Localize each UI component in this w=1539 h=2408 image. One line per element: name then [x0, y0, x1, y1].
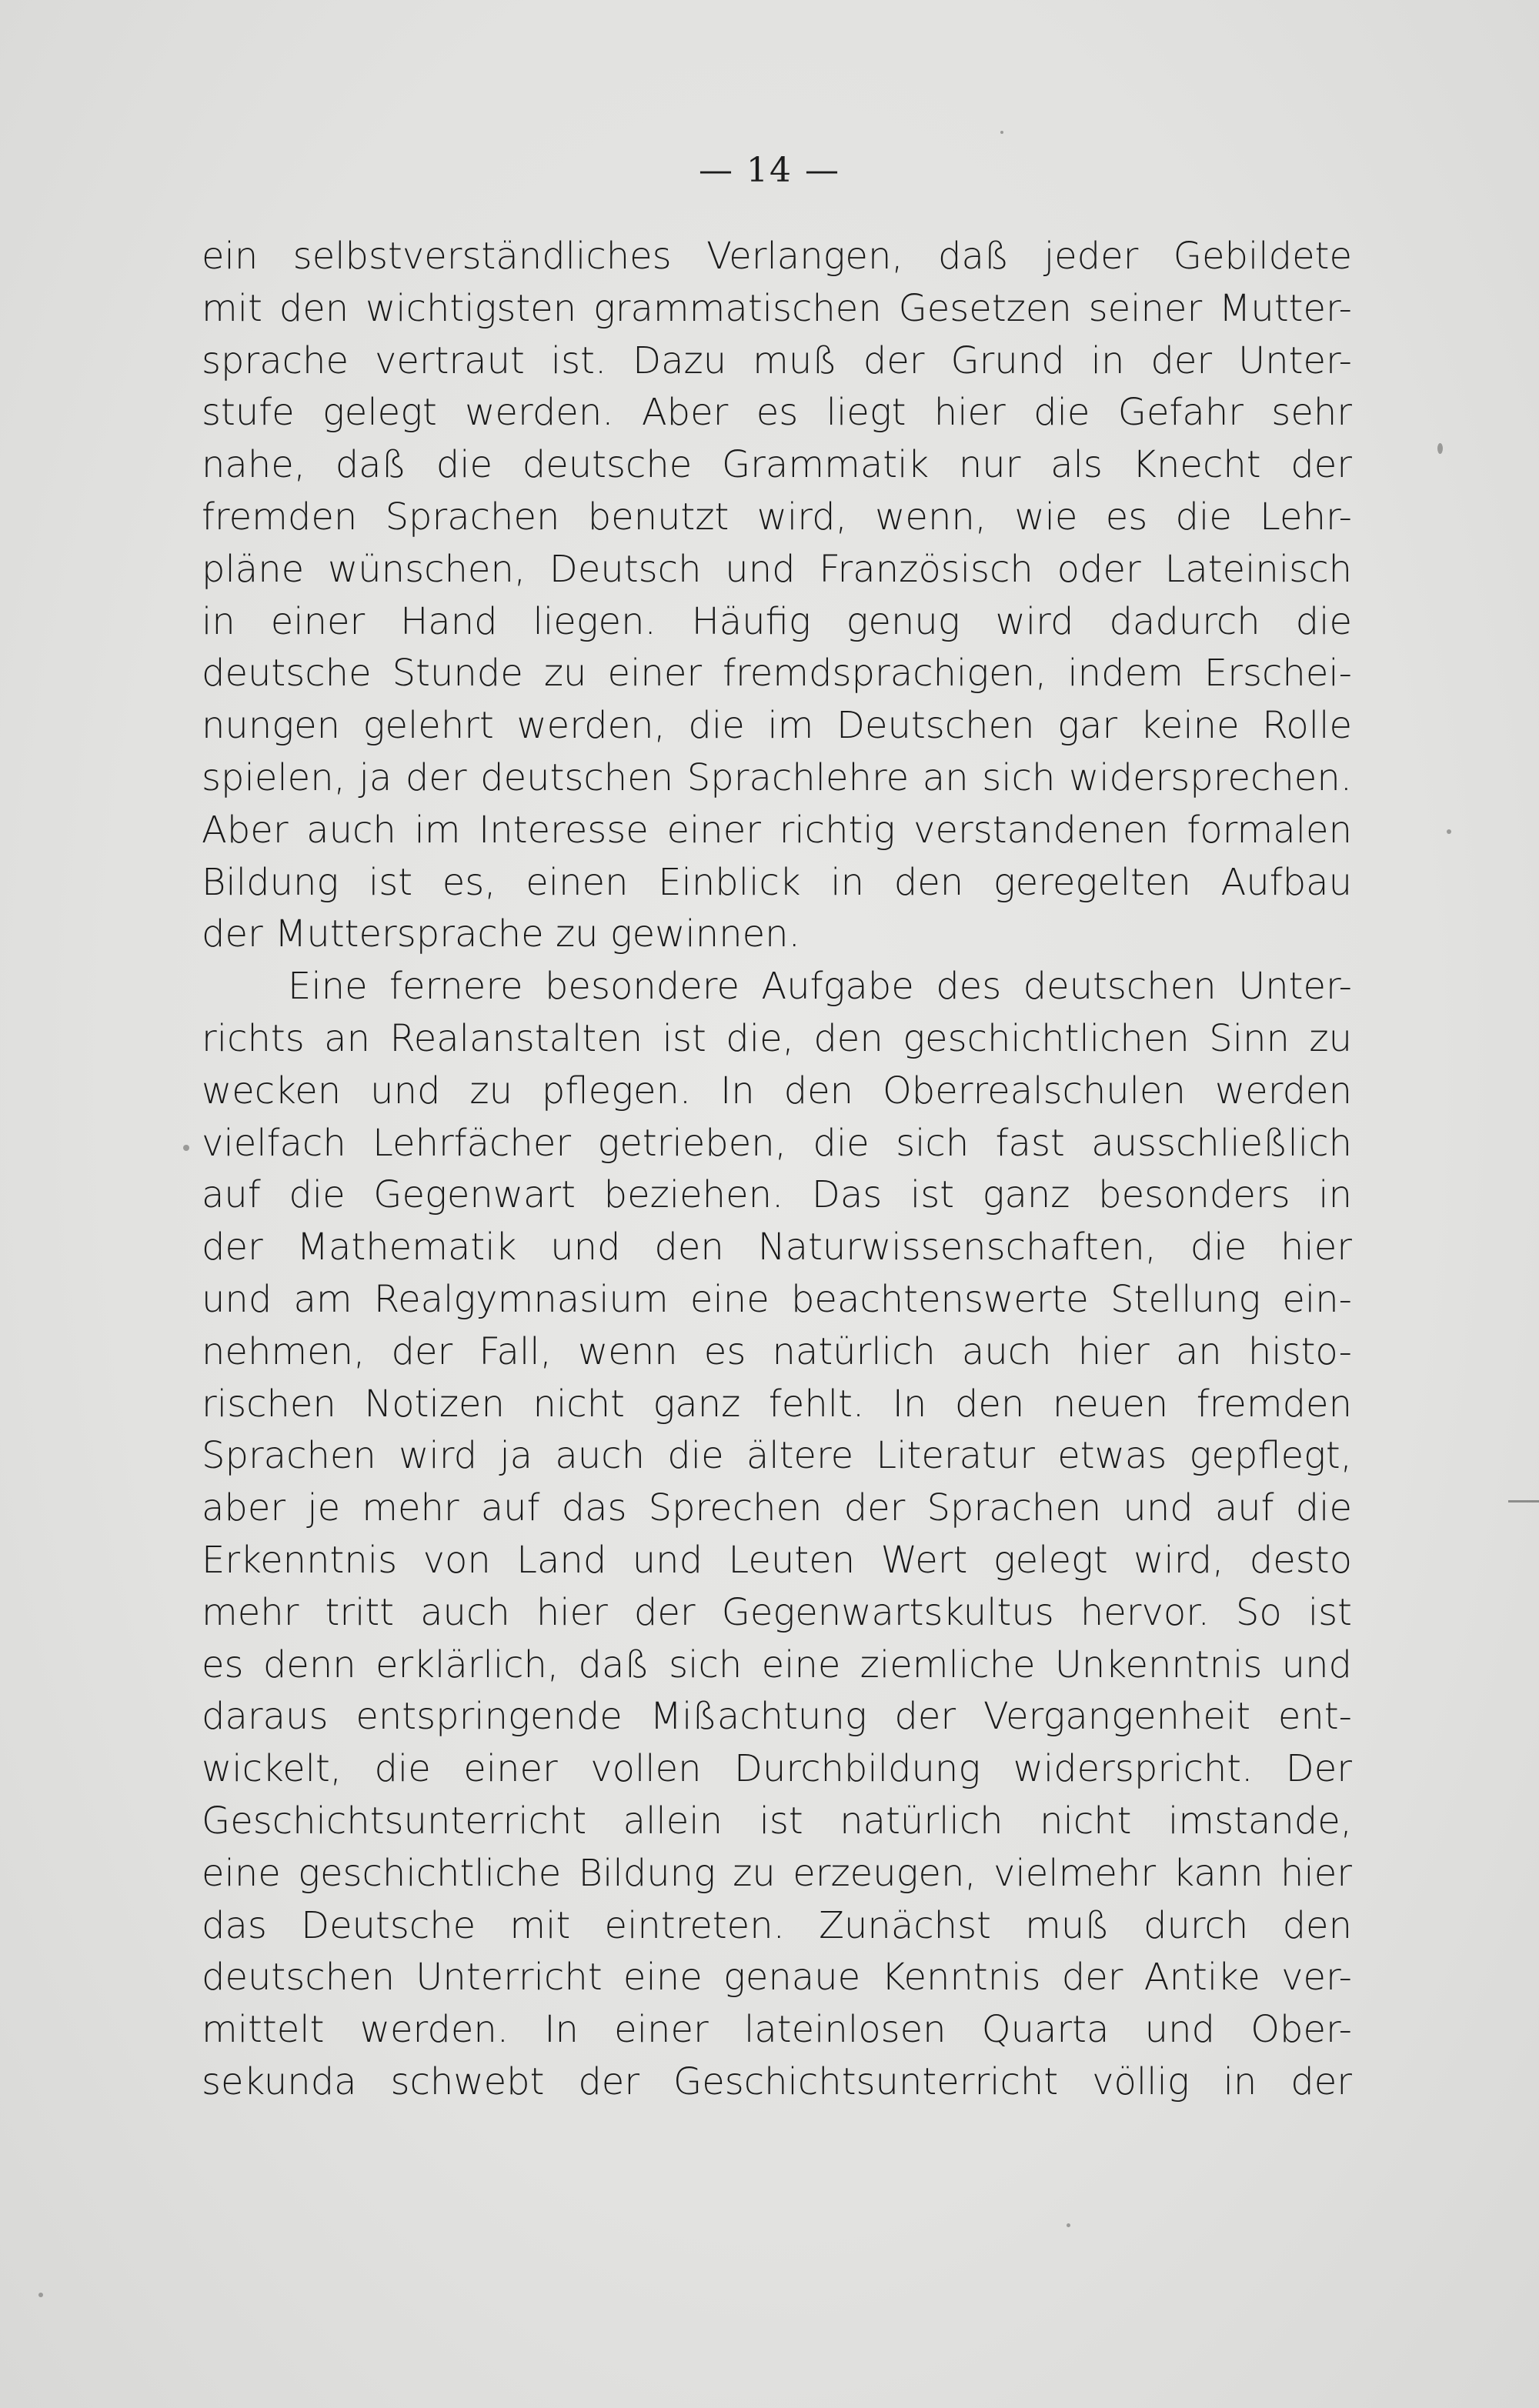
- text-line: aber je mehr auf das Sprechen der Sprachen und auf die: [202, 1486, 1352, 1530]
- text-line: auf die Gegenwart beziehen. Das ist ganz besonders in: [202, 1173, 1352, 1217]
- text-line: mit den wichtigsten grammatischen Gesetzen seiner Mutter-: [202, 286, 1352, 330]
- text-line: Bildung ist es, einen Einblick in den geregelten Aufbau: [202, 860, 1352, 904]
- paper-speck: [1067, 2223, 1070, 2227]
- scan-edge-mark: [1508, 1500, 1539, 1502]
- text-line: deutschen Unterricht eine genaue Kenntnis der Antike ver-: [202, 1956, 1352, 1999]
- text-line: nahe, daß die deutsche Grammatik nur als Knecht der: [202, 443, 1352, 487]
- text-line: eine geschichtliche Bildung zu erzeugen, vielmehr kann hier: [202, 1851, 1352, 1895]
- text-line: daraus entspringende Mißachtung der Vergangenheit ent-: [202, 1695, 1352, 1739]
- paper-speck: [38, 2293, 43, 2297]
- paragraph-last-line: der Muttersprache zu gewinnen.: [202, 912, 800, 956]
- text-line: pläne wünschen, Deutsch und Französisch oder Lateinisch: [202, 547, 1352, 591]
- paper-speck: [1000, 131, 1003, 134]
- text-line: deutsche Stunde zu einer fremdsprachigen, indem Erschei-: [202, 652, 1352, 695]
- text-line: und am Realgymnasium eine beachtenswerte Stellung ein-: [202, 1277, 1352, 1321]
- paper-speck: [1447, 829, 1451, 834]
- text-line: das Deutsche mit eintreten. Zunächst muß durch den: [202, 1903, 1352, 1947]
- text-line: sprache vertraut ist. Dazu muß der Grund in der Unter-: [202, 339, 1352, 382]
- page-number: — 14 —: [699, 151, 840, 190]
- text-line: wecken und zu pflegen. In den Oberrealschulen werden: [202, 1069, 1352, 1112]
- text-line: vielfach Lehrfächer getrieben, die sich fast ausschließlich: [202, 1121, 1352, 1165]
- body-text: [202, 231, 1352, 2109]
- text-line: mehr tritt auch hier der Gegenwartskultus hervor. So ist: [202, 1590, 1352, 1634]
- text-line: wickelt, die einer vollen Durchbildung widerspricht. Der: [202, 1747, 1352, 1791]
- paper-speck: [1437, 443, 1443, 454]
- text-line: fremden Sprachen benutzt wird, wenn, wie es die Lehr-: [202, 495, 1352, 539]
- text-line: es denn erklärlich, daß sich eine ziemliche Unkenntnis und: [202, 1643, 1352, 1686]
- paper-speck: [183, 1145, 189, 1151]
- text-line: Sprachen wird ja auch die ältere Literatur etwas gepflegt,: [202, 1434, 1352, 1478]
- text-line: sekunda schwebt der Geschichtsunterricht völlig in der: [202, 2059, 1352, 2103]
- text-line: mittelt werden. In einer lateinlosen Quarta und Ober-: [202, 2008, 1352, 2052]
- text-line: Erkenntnis von Land und Leuten Wert gelegt wird, desto: [202, 1538, 1352, 1582]
- text-line: ein selbstverständliches Verlangen, daß jeder Gebildete: [202, 235, 1352, 278]
- text-line: richts an Realanstalten ist die, den geschichtlichen Sinn zu: [202, 1016, 1352, 1060]
- text-line: Aber auch im Interesse einer richtig verstandenen formalen: [202, 808, 1352, 852]
- paragraph-first-line: Eine fernere besondere Aufgabe des deutschen Unter-: [288, 965, 1352, 1009]
- text-line: in einer Hand liegen. Häufig genug wird dadurch die: [202, 599, 1352, 643]
- text-line: nehmen, der Fall, wenn es natürlich auch hier an histo-: [202, 1329, 1352, 1373]
- text-line: Geschichtsunterricht allein ist natürlich nicht imstande,: [202, 1799, 1352, 1843]
- text-line: der Mathematik und den Naturwissenschaften, die hier: [202, 1226, 1352, 1269]
- text-line: rischen Notizen nicht ganz fehlt. In den neuen fremden: [202, 1382, 1352, 1426]
- text-line: stufe gelegt werden. Aber es liegt hier die Gefahr sehr: [202, 391, 1352, 435]
- text-line: nungen gelehrt werden, die im Deutschen gar keine Rolle: [202, 704, 1352, 748]
- text-line: spielen, ja der deutschen Sprachlehre an sich widersprechen.: [202, 755, 1352, 799]
